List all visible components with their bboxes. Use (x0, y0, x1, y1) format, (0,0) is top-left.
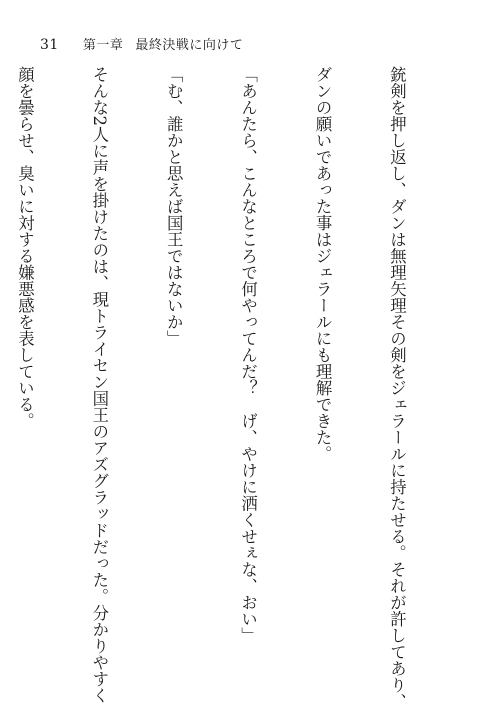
text-line: ダンの願いであった事はジェラールにも理解できた。 (313, 66, 333, 462)
text-line: 顔を曇らせ、臭いに対する嫌悪感を表している。 (15, 66, 35, 429)
vertical-text-body (0, 66, 458, 710)
text-line: 「む、誰かと思えば国王ではないか」 (164, 66, 184, 347)
page-number: 31 (40, 37, 59, 53)
text-line: 「あんたら、こんなところで何やってんだ？ げ、やけに洒くせぇな、おい」 (238, 66, 258, 644)
chapter-label: 第一章 (82, 38, 124, 53)
running-header (40, 38, 243, 52)
chapter-title: 最終決戦に向けて (135, 38, 244, 53)
text-line: そんな2人に声を掛けたのは、現トライセン国王のアズグラッドだった。分かりやすく (89, 66, 109, 704)
text-line: 銃剣を押し返し、ダンは無理矢理その剣をジェラールに持たせる。それが許してあり、 (387, 66, 407, 710)
